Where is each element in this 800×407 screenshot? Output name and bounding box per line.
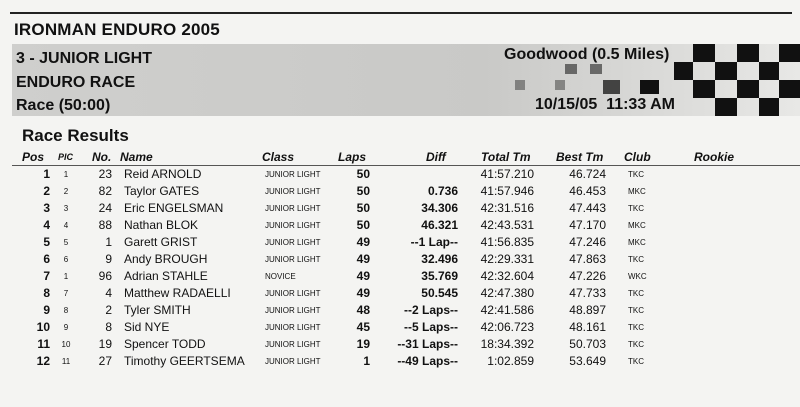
cell-name: Garett GRIST: [124, 235, 198, 249]
cell-club: MKC: [628, 187, 646, 196]
cell-total: 42:47.380: [480, 286, 534, 300]
cell-diff: 32.496: [421, 252, 458, 266]
cell-laps: 49: [356, 252, 370, 266]
cell-diff: --5 Laps--: [404, 320, 458, 334]
cell-pic: 1: [63, 272, 69, 281]
table-row: [0, 286, 800, 303]
cell-name: Adrian STAHLE: [124, 269, 208, 283]
cell-no: 4: [105, 286, 112, 300]
track-name: Goodwood (0.5 Miles): [504, 46, 670, 63]
cell-laps: 45: [356, 320, 370, 334]
cell-best: 47.863: [569, 252, 606, 266]
cell-class: NOVICE: [265, 272, 296, 281]
cell-pos: 6: [43, 252, 50, 266]
cell-name: Sid NYE: [124, 320, 170, 334]
cell-class: JUNIOR LIGHT: [265, 204, 321, 213]
cell-total: 41:56.835: [480, 235, 534, 249]
cell-pic: 3: [63, 204, 69, 213]
table-row: [0, 252, 800, 269]
cell-no: 9: [105, 252, 112, 266]
cell-class: JUNIOR LIGHT: [265, 170, 321, 179]
table-row: [0, 320, 800, 337]
cell-no: 24: [98, 201, 112, 215]
cell-pos: 10: [36, 320, 50, 334]
cell-pic: 6: [63, 255, 69, 264]
cell-best: 47.226: [569, 269, 606, 283]
table-row: [0, 218, 800, 235]
col-club: Club: [624, 150, 651, 164]
cell-club: TKC: [628, 340, 644, 349]
table-row: [0, 184, 800, 201]
cell-club: MKC: [628, 238, 646, 247]
cell-total: 42:43.531: [480, 218, 534, 232]
cell-laps: 49: [356, 286, 370, 300]
cell-laps: 19: [356, 337, 370, 351]
cell-pic: 9: [63, 323, 69, 332]
cell-club: TKC: [628, 170, 644, 179]
header-rule: [12, 165, 800, 166]
cell-pos: 5: [43, 235, 50, 249]
cell-diff: 0.736: [427, 184, 458, 198]
cell-class: JUNIOR LIGHT: [265, 255, 321, 264]
col-pos: Pos: [22, 150, 45, 164]
race-name: ENDURO RACE: [16, 74, 136, 91]
cell-club: TKC: [628, 306, 644, 315]
cell-total: 1:02.859: [487, 354, 534, 368]
cell-best: 47.443: [569, 201, 606, 215]
cell-pos: 7: [43, 269, 50, 283]
col-best: Best Tm: [556, 150, 604, 164]
cell-best: 48.161: [569, 320, 606, 334]
col-rookie: Rookie: [694, 150, 735, 164]
cell-best: 50.703: [569, 337, 606, 351]
cell-best: 46.724: [569, 167, 606, 181]
cell-laps: 48: [356, 303, 370, 317]
cell-laps: 49: [356, 269, 370, 283]
cell-best: 48.897: [569, 303, 606, 317]
cell-diff: 35.769: [421, 269, 458, 283]
cell-pos: 8: [43, 286, 50, 300]
col-name: Name: [120, 150, 153, 164]
cell-pos: 4: [43, 218, 50, 232]
cell-club: TKC: [628, 289, 644, 298]
cell-pic: 2: [63, 187, 69, 196]
table-row: [0, 235, 800, 252]
cell-no: 88: [98, 218, 112, 232]
cell-pos: 3: [43, 201, 50, 215]
cell-diff: 34.306: [421, 201, 458, 215]
cell-club: TKC: [628, 357, 644, 366]
cell-laps: 1: [363, 354, 370, 368]
cell-diff: --2 Laps--: [404, 303, 458, 317]
cell-diff: 46.321: [421, 218, 458, 232]
class-line: 3 - JUNIOR LIGHT: [16, 50, 153, 67]
cell-pos: 1: [43, 167, 50, 181]
cell-laps: 50: [356, 201, 370, 215]
cell-class: JUNIOR LIGHT: [265, 340, 321, 349]
cell-name: Matthew RADAELLI: [124, 286, 231, 300]
cell-name: Timothy GEERTSEMA: [124, 354, 245, 368]
cell-total: 18:34.392: [480, 337, 534, 351]
cell-name: Reid ARNOLD: [124, 167, 202, 181]
table-row: [0, 303, 800, 320]
cell-name: Andy BROUGH: [124, 252, 208, 266]
cell-club: TKC: [628, 204, 644, 213]
cell-pic: 8: [63, 306, 69, 315]
cell-laps: 50: [356, 167, 370, 181]
cell-club: MKC: [628, 221, 646, 230]
cell-pos: 12: [36, 354, 50, 368]
cell-pic: 4: [63, 221, 69, 230]
cell-diff: 50.545: [421, 286, 458, 300]
cell-laps: 50: [356, 218, 370, 232]
cell-class: JUNIOR LIGHT: [265, 289, 321, 298]
cell-pos: 2: [43, 184, 50, 198]
cell-class: JUNIOR LIGHT: [265, 221, 321, 230]
col-class: Class: [262, 150, 295, 164]
race-duration: Race (50:00): [16, 97, 111, 114]
cell-no: 23: [98, 167, 112, 181]
cell-pic: 11: [61, 357, 71, 366]
cell-total: 42:06.723: [480, 320, 534, 334]
cell-class: JUNIOR LIGHT: [265, 187, 321, 196]
cell-pic: 7: [63, 289, 69, 298]
cell-no: 2: [105, 303, 112, 317]
cell-no: 19: [98, 337, 112, 351]
cell-name: Taylor GATES: [124, 184, 200, 198]
col-diff: Diff: [426, 150, 446, 164]
col-pic: PIC: [58, 152, 74, 162]
cell-total: 42:31.516: [480, 201, 534, 215]
race-date-time: 10/15/05 11:33 AM: [535, 96, 675, 113]
cell-best: 47.170: [569, 218, 606, 232]
cell-total: 42:41.586: [480, 303, 534, 317]
cell-pos: 9: [43, 303, 50, 317]
table-row: [0, 269, 800, 286]
cell-pic: 1: [63, 170, 69, 179]
cell-pic: 5: [63, 238, 69, 247]
cell-best: 46.453: [569, 184, 606, 198]
cell-best: 47.733: [569, 286, 606, 300]
table-row: [0, 167, 800, 184]
event-title: IRONMAN ENDURO 2005: [14, 20, 220, 39]
cell-total: 42:29.331: [480, 252, 534, 266]
col-no: No.: [92, 150, 112, 164]
table-row: [0, 201, 800, 218]
cell-name: Nathan BLOK: [124, 218, 199, 232]
table-row: [0, 337, 800, 354]
cell-pos: 11: [37, 337, 50, 351]
cell-name: Eric ENGELSMAN: [124, 201, 224, 215]
cell-name: Spencer TODD: [124, 337, 206, 351]
cell-best: 47.246: [569, 235, 606, 249]
cell-total: 41:57.946: [480, 184, 534, 198]
table-row: [0, 354, 800, 371]
cell-club: TKC: [628, 323, 644, 332]
cell-no: 8: [105, 320, 112, 334]
col-laps: Laps: [338, 150, 367, 164]
cell-no: 82: [98, 184, 112, 198]
col-total: Total Tm: [481, 150, 531, 164]
cell-diff: --49 Laps--: [397, 354, 458, 368]
cell-no: 1: [105, 235, 112, 249]
cell-class: JUNIOR LIGHT: [265, 323, 321, 332]
cell-class: JUNIOR LIGHT: [265, 306, 321, 315]
cell-pic: 10: [61, 340, 71, 349]
section-title: Race Results: [22, 126, 129, 145]
cell-no: 96: [98, 269, 112, 283]
cell-name: Tyler SMITH: [124, 303, 191, 317]
cell-laps: 49: [356, 235, 370, 249]
cell-best: 53.649: [569, 354, 606, 368]
cell-laps: 50: [356, 184, 370, 198]
cell-diff: --1 Lap--: [410, 235, 458, 249]
cell-diff: --31 Laps--: [397, 337, 458, 351]
cell-class: JUNIOR LIGHT: [265, 238, 321, 247]
cell-club: TKC: [628, 255, 644, 264]
cell-total: 41:57.210: [480, 167, 534, 181]
cell-total: 42:32.604: [480, 269, 534, 283]
top-rule: [10, 12, 792, 14]
cell-class: JUNIOR LIGHT: [265, 357, 321, 366]
cell-club: WKC: [628, 272, 647, 281]
cell-no: 27: [98, 354, 112, 368]
